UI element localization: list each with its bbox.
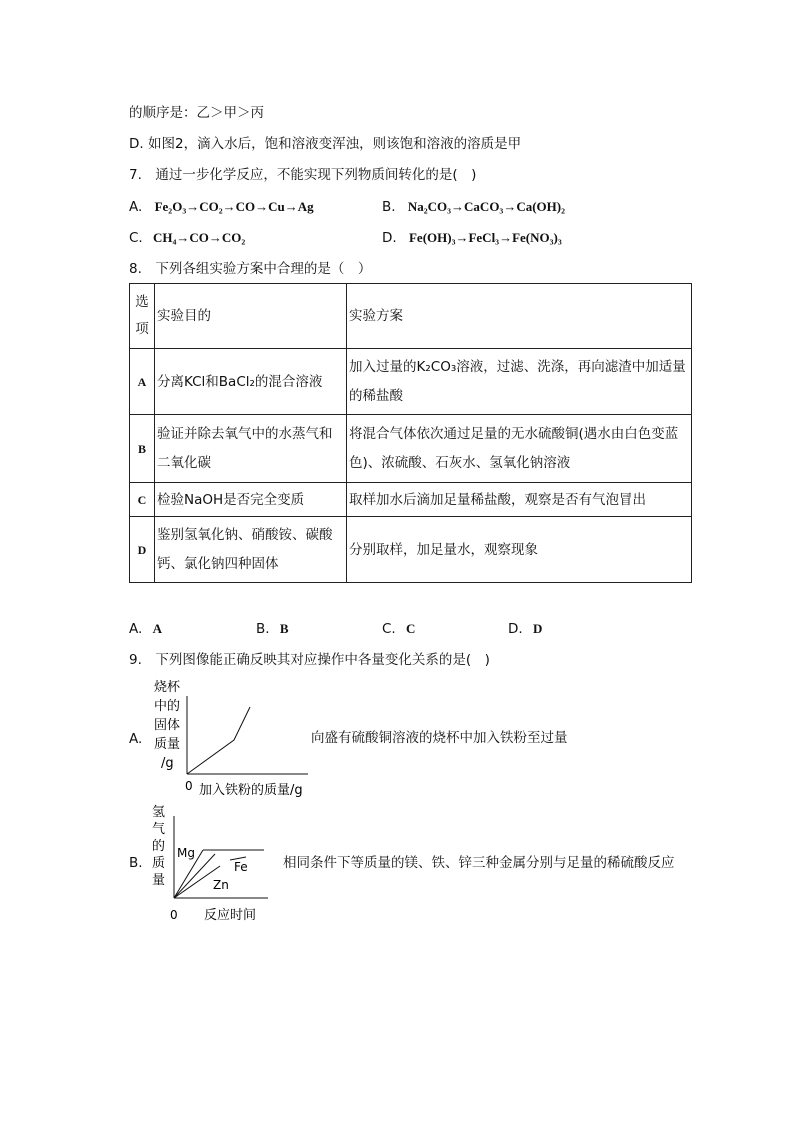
q8-option-d-value: D [532,621,543,636]
q8-option-c[interactable] [382,620,415,638]
q8-option-d-label: D. [508,621,523,637]
q9-option-b-graph [148,802,278,924]
q9-option-b-label[interactable]: B. [129,855,143,871]
row-d-label: D [137,542,147,557]
table-row [130,415,692,483]
graph-b-line-fe [174,854,215,898]
q7-option-c[interactable] [129,229,245,247]
row-label [130,517,155,583]
prev-question-option-d: D. 如图2，滴入水后，饱和溶液变浑浊，则该饱和溶液的溶质是甲 [129,136,522,152]
graph-a-ylabel-1: 烧杯 [154,680,181,695]
row-c-label: C [137,492,147,507]
graph-a-xlabel: 加入铁粉的质量/g [199,783,303,798]
q7-option-b[interactable] [382,198,565,216]
table-row [130,483,692,517]
row-b-label: B [137,441,146,456]
q9-option-a-description: 向盛有硫酸铜溶液的烧杯中加入铁粉至过量 [311,730,568,746]
table-header-row [130,284,692,349]
q7-option-c-value: CH₄→CO→CO₂ [153,230,246,245]
q7-option-b-value: Na₂CO₃→CaCO₃→Ca(OH)₂ [407,199,565,214]
graph-b-ylabel-2: 气 [152,822,166,837]
prev-question-line-1: 的顺序是：乙＞甲＞丙 [129,105,264,121]
graph-b-series-zn: Zn [213,878,229,892]
q8-option-b-label: B. [256,621,270,637]
header-plan: 实验方案 [347,284,692,349]
q8-option-a-label: A. [129,621,143,637]
graph-b-ylabel-5: 量 [152,873,166,888]
row-label [130,415,155,483]
table-row [130,349,692,415]
graph-b-xlabel: 反应时间 [204,908,257,923]
q7-option-a-label: A. [129,199,143,215]
q9-option-b-description: 相同条件下等质量的镁、铁、锌三种金属分别与足量的稀硫酸反应 [283,855,675,871]
graph-b-ylabel-4: 质 [152,856,166,871]
graph-b-origin: 0 [170,908,178,922]
row-label [130,349,155,415]
question-8-stem: 8. 下列各组实验方案中合理的是（ ） [129,261,372,277]
q7-option-d[interactable] [382,229,562,247]
row-d-plan: 分别取样，加足量水，观察现象 [347,517,692,583]
header-purpose: 实验目的 [155,284,347,349]
q8-option-d[interactable] [508,620,542,638]
q7-option-d-label: D. [382,230,397,246]
header-option-text: 选项 [135,294,149,337]
header-option [130,284,155,349]
experiment-table [129,283,692,583]
question-9-stem: 9. 下列图像能正确反映其对应操作中各量变化关系的是( ) [129,652,490,668]
q7-option-a[interactable] [129,198,314,216]
q9-option-a-graph [148,676,318,802]
q8-option-c-label: C. [382,621,396,637]
row-b-plan: 将混合气体依次通过足量的无水硫酸铜(遇水由白色变蓝色)、浓硫酸、石灰水、氢氧化钠溶液 [347,415,692,483]
q7-option-d-value: Fe(OH)₃→FeCl₃→Fe(NO₃)₃ [408,230,562,245]
graph-a-ylabel-4: 质量 [154,737,181,752]
row-label [130,483,155,517]
graph-a-ylabel-5: /g [161,756,174,771]
row-c-purpose: 检验NaOH是否完全变质 [155,483,347,517]
q7-option-a-value: Fe₂O₃→CO₂→CO→Cu→Ag [154,199,314,214]
row-d-purpose: 鉴别氢氧化钠、硝酸铵、碳酸钙、氯化钠四种固体 [155,517,347,583]
graph-a-curve [187,707,250,774]
q8-option-b-value: B [279,621,289,636]
graph-a-ylabel-2: 中的 [154,699,181,714]
row-b-purpose: 验证并除去氧气中的水蒸气和二氧化碳 [155,415,347,483]
q9-option-a-label[interactable]: A. [129,731,143,747]
row-a-plan: 加入过量的K₂CO₃溶液，过滤、洗涤，再向滤渣中加适量的稀盐酸 [347,349,692,415]
graph-a-origin: 0 [185,779,193,793]
q7-option-b-label: B. [382,199,396,215]
q8-option-c-value: C [406,621,416,636]
row-a-purpose: 分离KCl和BaCl₂的混合溶液 [155,349,347,415]
row-c-plan: 取样加水后滴加足量稀盐酸，观察是否有气泡冒出 [347,483,692,517]
graph-b-series-fe: Fe [234,860,248,874]
q8-option-a-value: A [152,621,162,636]
q8-option-a[interactable] [129,620,162,638]
graph-b-ylabel-1: 氢 [152,805,166,820]
table-row [130,517,692,583]
q7-option-c-label: C. [129,230,143,246]
row-a-label: A [137,374,147,389]
graph-a-ylabel-3: 固体 [154,718,181,733]
question-7-stem: 7. 通过一步化学反应，不能实现下列物质间转化的是( ) [129,167,477,183]
graph-b-series-mg: Mg [177,846,195,860]
graph-b-ylabel-3: 的 [152,839,166,854]
q8-option-b[interactable] [256,620,289,638]
